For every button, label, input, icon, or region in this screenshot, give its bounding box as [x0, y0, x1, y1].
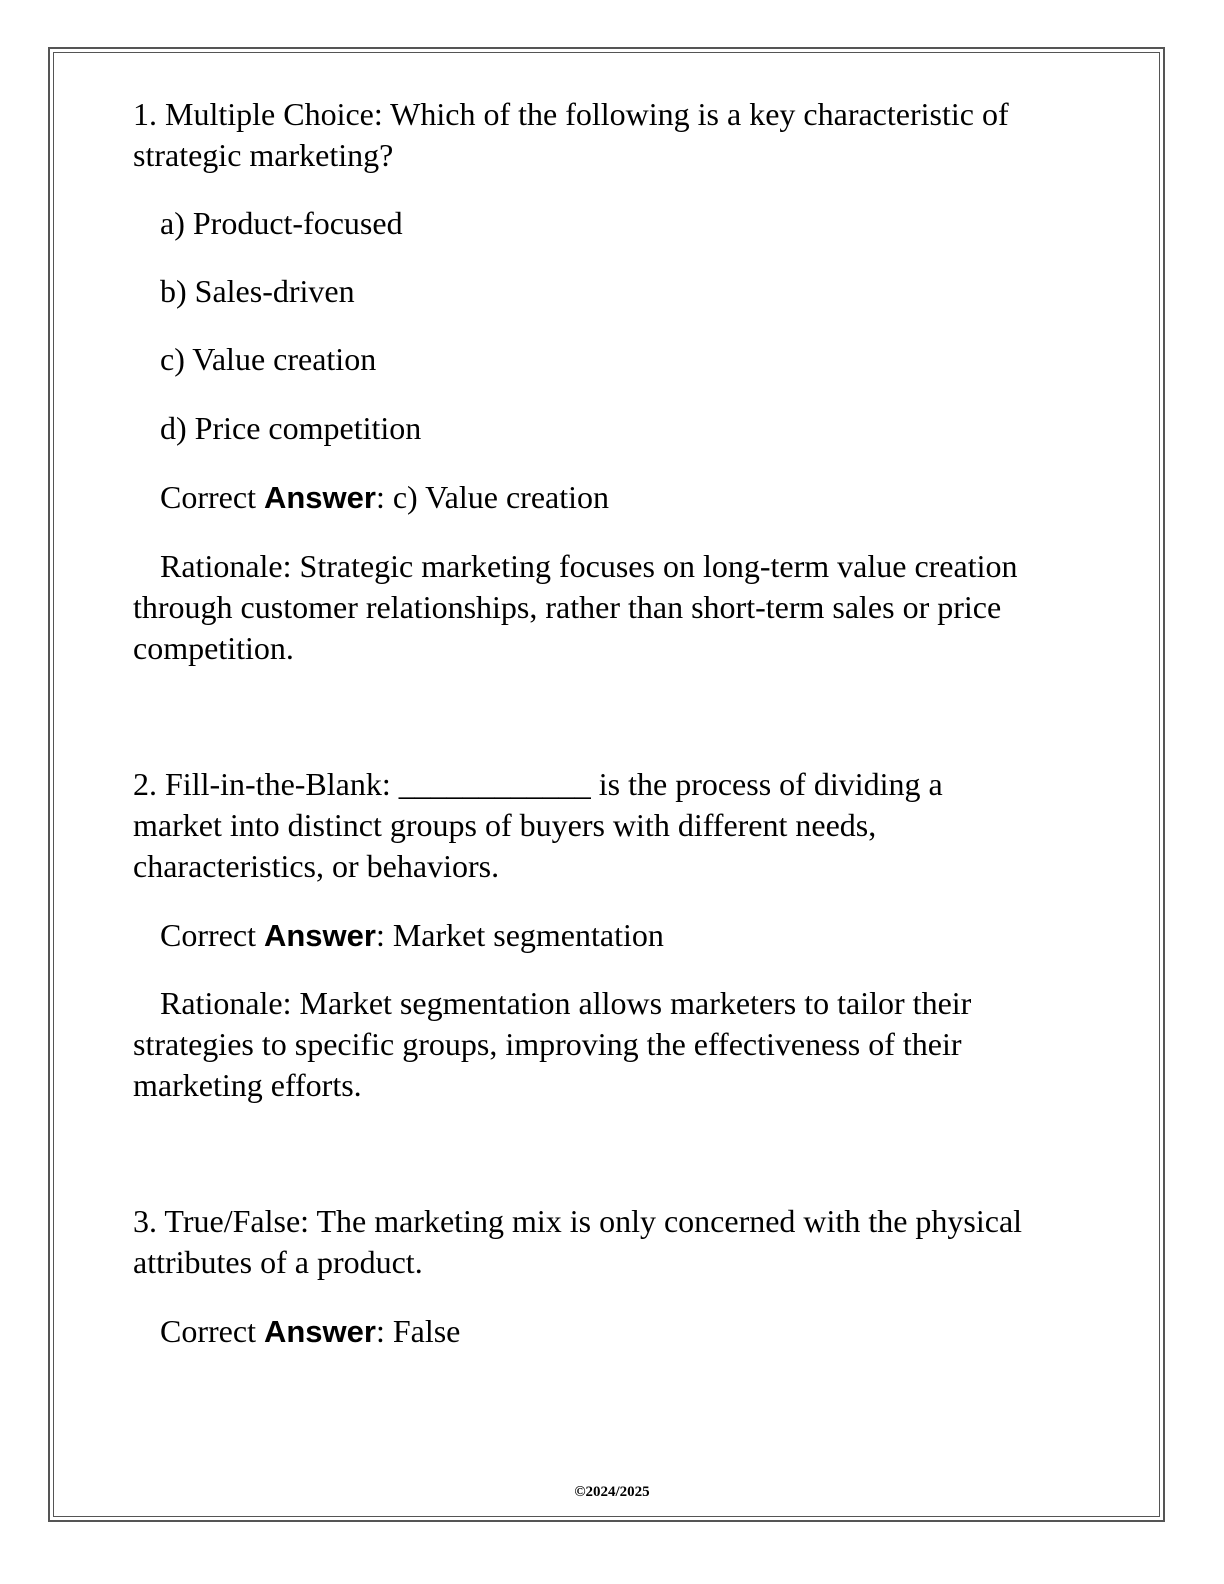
answer-label: Answer [263, 480, 376, 515]
question-2-answer [133, 915, 1093, 956]
question-1-option-d: d) Price competition [160, 410, 422, 446]
question-1-answer [133, 477, 1093, 518]
document-content [133, 94, 1093, 1352]
question-1-option-c: c) Value creation [160, 341, 377, 377]
page-footer-copyright: ©2024/2025 [574, 1484, 650, 1500]
question-1-text: 1. Multiple Choice: Which of the following is a key characteristic of strategic marketing? [133, 96, 1009, 173]
question-3-text: 3. True/False: The marketing mix is only concerned with the physical attributes of a product. [133, 1203, 1023, 1280]
question-1-option-b: b) Sales-driven [160, 273, 355, 309]
question-3-answer [133, 1311, 1093, 1352]
answer-value: : Market segmentation [375, 917, 664, 953]
answer-prefix: Correct [160, 917, 264, 953]
question-2 [133, 764, 1093, 1106]
question-2-rationale: Rationale: Market segmentation allows marketers to tailor their strategies to specific groups, improving the effectiveness of their marketing efforts. [133, 985, 972, 1103]
answer-value: : False [375, 1313, 461, 1349]
answer-label: Answer [263, 1314, 376, 1349]
question-1 [133, 94, 1093, 669]
answer-label: Answer [263, 918, 376, 953]
question-3 [133, 1201, 1093, 1352]
question-1-rationale: Rationale: Strategic marketing focuses on long-term value creation through customer relationships, rather than short-term sales or price competition. [133, 548, 1018, 666]
answer-prefix: Correct [160, 1313, 264, 1349]
question-1-option-a: a) Product-focused [160, 205, 403, 241]
answer-value: : c) Value creation [375, 479, 610, 515]
question-2-text: 2. Fill-in-the-Blank: ____________ is the process of dividing a market into distinct groups of buyers with different needs, characteristics, or behaviors. [133, 766, 943, 884]
answer-prefix: Correct [160, 479, 264, 515]
